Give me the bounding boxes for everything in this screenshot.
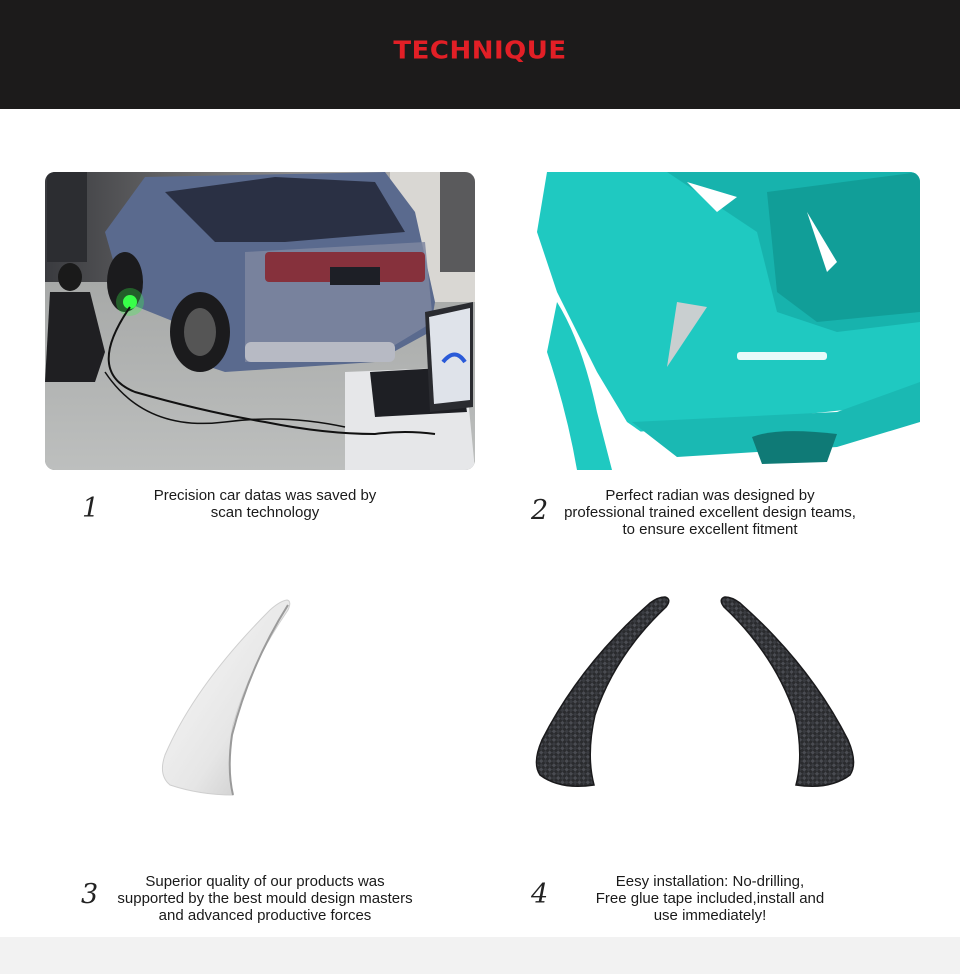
step-3-number: 3 [81, 879, 99, 910]
scan-model-illustration [537, 172, 920, 470]
page-title: TECHNIQUE [393, 36, 567, 66]
footer-band [0, 937, 960, 974]
scan-photo [45, 172, 475, 470]
header-banner [0, 0, 960, 109]
step-2-caption: Perfect radian was designed by professional trained excellent design teams, to ensure excellent fitment [564, 487, 856, 538]
carbon-fin-illustration [520, 585, 870, 810]
scan-car-illustration [45, 172, 475, 470]
step-3-caption: Superior quality of our products was supported by the best mould design masters and advanced productive forces [117, 873, 413, 924]
step-4-number: 4 [531, 879, 549, 910]
step-4-caption: Eesy installation: No-drilling, Free glue tape included,install and use immediately! [595, 873, 825, 924]
step-2-number: 2 [531, 495, 549, 526]
white-fin-product [130, 585, 330, 815]
step-1-number: 1 [82, 493, 100, 524]
step-1-caption: Precision car datas was saved by scan technology [153, 487, 377, 521]
design-model-photo [537, 172, 920, 470]
carbon-fin-pair-product [520, 585, 870, 810]
white-fin-illustration [130, 585, 330, 815]
